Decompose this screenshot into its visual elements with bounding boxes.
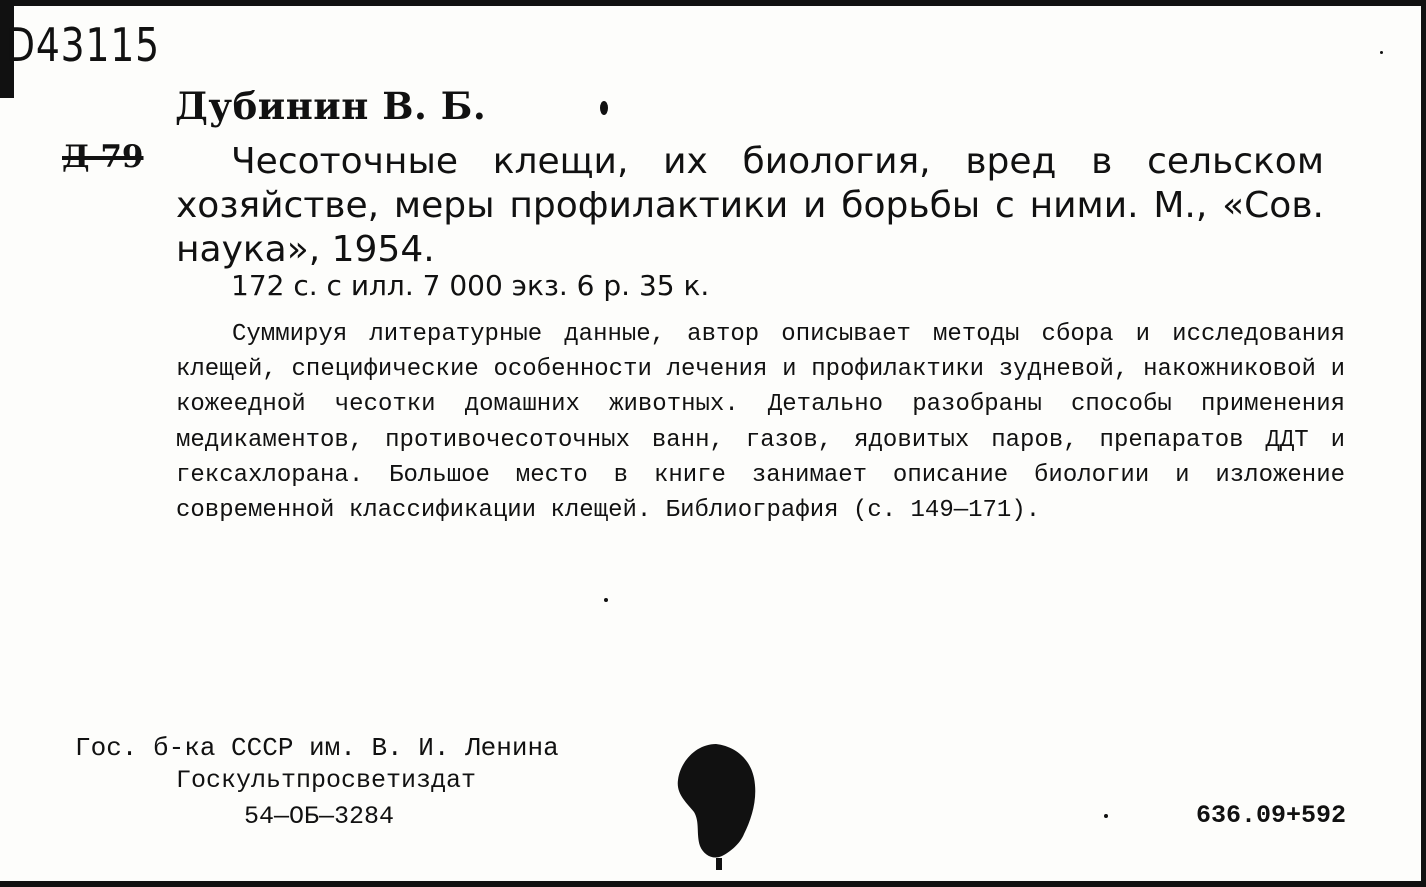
book-title: Чесоточные клещи, их биология, вред в сельском хозяйстве, меры профилактики и борьбы с ними. М., «Сов. наука», 1954.	[176, 141, 1324, 270]
ink-speck	[1380, 51, 1383, 54]
ink-speck	[1104, 814, 1108, 818]
author-name: Дубинин В. Б.	[175, 84, 487, 128]
classification-index: 636.09+592	[1195, 801, 1346, 830]
card-number: 54—ОБ—3284	[244, 802, 395, 831]
publisher-name: Госкультпросветиздат	[176, 766, 477, 795]
handwritten-number: D43115	[6, 18, 160, 72]
library-name: Гос. б-ка СССР им. В. И. Ленина	[75, 733, 559, 763]
shelf-mark: Д 79	[62, 139, 144, 175]
ink-speck	[600, 101, 608, 115]
library-stamp-icon	[674, 740, 760, 872]
annotation-text: Суммируя литературные данные, автор описывает методы сбора и исследования клещей, специфические особенности лечения и профилактики зудневой, накожниковой и кожеедной чесотки домашних животных. Детально разобраны способы применения медикаментов, противочесоточных ванн, газов, ядовитых паров, препаратов ДДТ и гексахлорана. Большое место в книге занимает описание биологии и изложение современной классификации клещей. Библиография (с. 149—171).	[176, 321, 1345, 525]
ink-speck	[604, 598, 608, 602]
collation-line: 172 с. с илл. 7 000 экз. 6 р. 35 к.	[231, 269, 710, 302]
